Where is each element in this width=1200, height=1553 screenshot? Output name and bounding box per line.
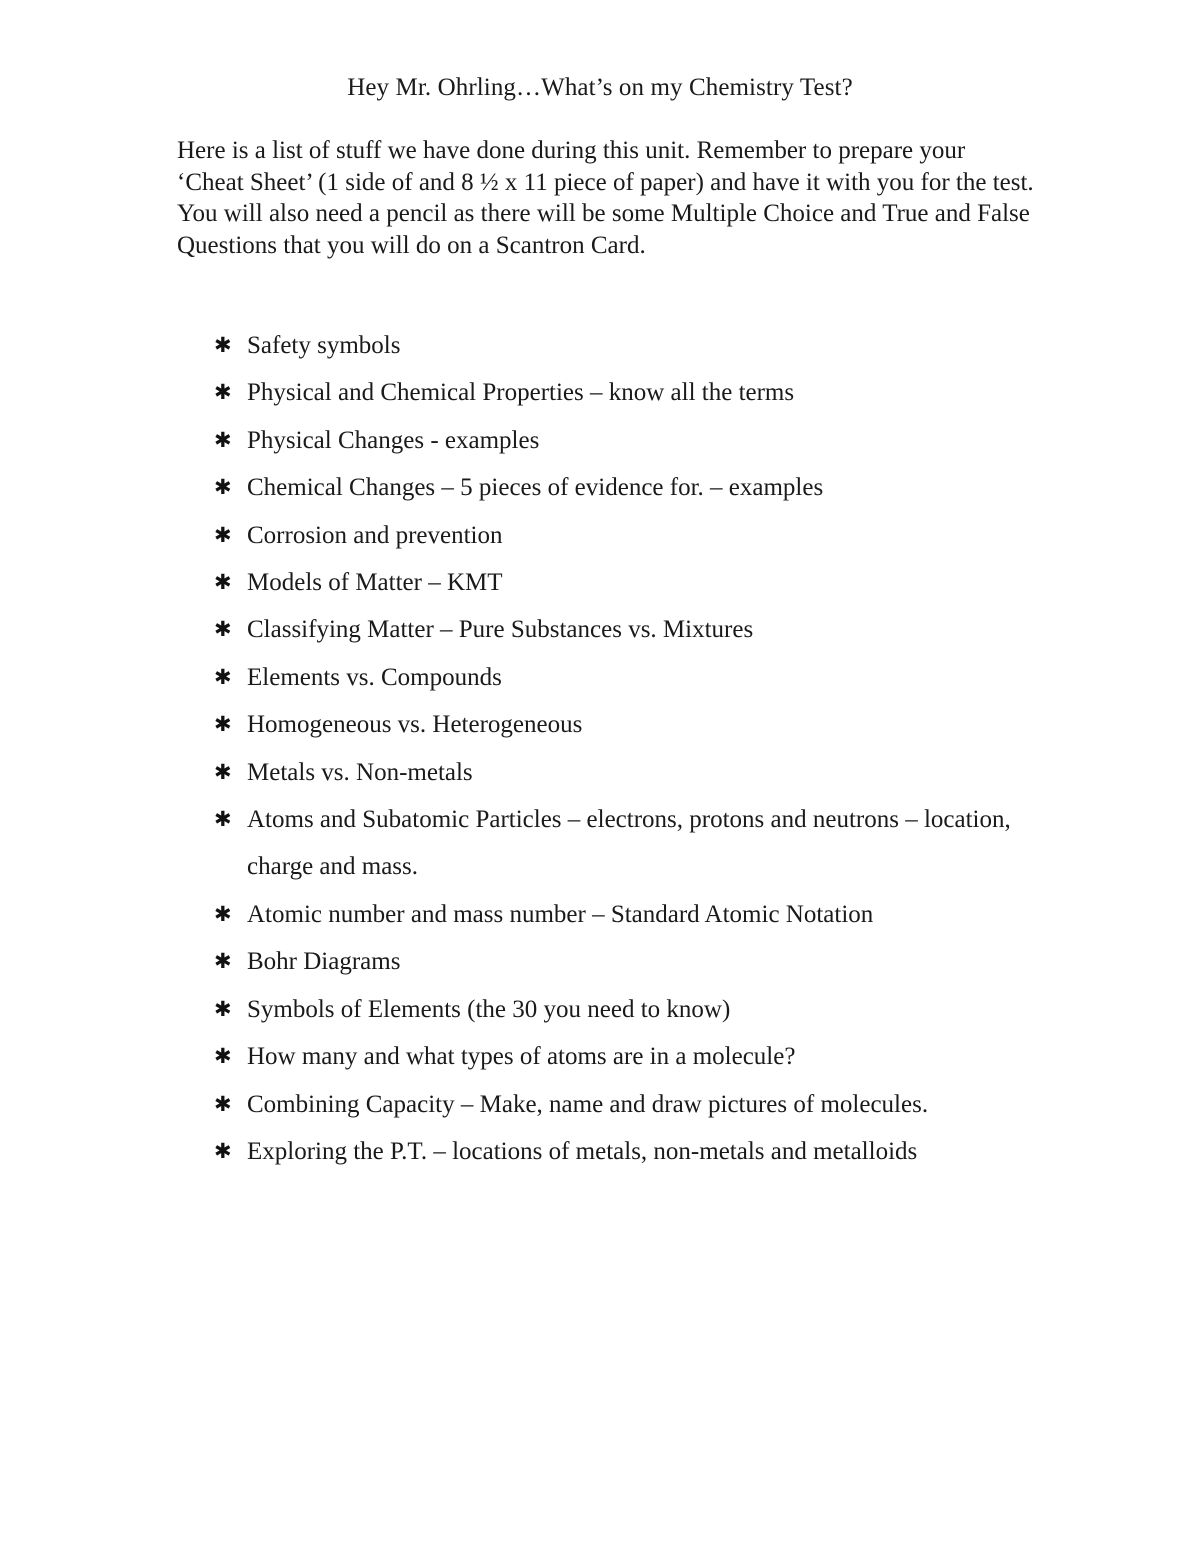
asterisk-bullet-icon: ✱ [214,712,232,737]
list-item [214,1128,1034,1175]
list-item [214,701,1034,748]
asterisk-bullet-icon: ✱ [214,664,232,689]
asterisk-bullet-icon: ✱ [214,949,232,974]
asterisk-bullet-icon: ✱ [214,380,232,405]
intro-paragraph-2: You will also need a pencil as there will be some Multiple Choice and True and False Questions that you will do on a Scantron Card. [177,200,1030,259]
asterisk-bullet-icon: ✱ [214,570,232,595]
list-item-text: Chemical Changes – 5 pieces of evidence for. – examples [247,474,824,502]
asterisk-bullet-icon: ✱ [214,333,232,357]
asterisk-bullet-icon: ✱ [214,1138,232,1163]
list-item [214,1081,1034,1128]
asterisk-bullet-icon: ✱ [214,759,232,784]
asterisk-bullet-icon: ✱ [214,617,232,642]
list-item [214,606,1034,653]
list-item-text: Homogeneous vs. Heterogeneous [247,711,583,739]
list-item [214,749,1034,796]
asterisk-bullet-icon: ✱ [214,475,232,500]
list-item-text: Atoms and Subatomic Particles – electrons, protons and neutrons – location, charge and mass. [247,806,1011,881]
list-item-text: How many and what types of atoms are in a molecule? [247,1043,796,1071]
list-item [214,464,1034,511]
list-item-text: Metals vs. Non-metals [247,758,473,786]
list-item [214,1033,1034,1080]
list-item-text: Elements vs. Compounds [247,663,502,691]
asterisk-bullet-icon: ✱ [214,996,232,1021]
list-item [214,986,1034,1033]
list-item [214,512,1034,559]
asterisk-bullet-icon: ✱ [214,1044,232,1069]
list-item [214,559,1034,606]
list-item [214,654,1034,701]
list-item-text: Physical Changes - examples [247,426,540,454]
list-item [214,417,1034,464]
list-item [214,369,1034,416]
list-item-text: Atomic number and mass number – Standard Atomic Notation [247,900,874,928]
list-item-text: Safety symbols [247,332,401,359]
list-item-text: Combining Capacity – Make, name and draw pictures of molecules. [247,1090,929,1118]
list-item-text: Exploring the P.T. – locations of metals, non-metals and metalloids [247,1137,918,1165]
asterisk-bullet-icon: ✱ [214,901,232,926]
list-item-text: Physical and Chemical Properties – know all the terms [247,379,795,407]
asterisk-bullet-icon: ✱ [214,427,232,452]
document-title: Hey Mr. Ohrling…What’s on my Chemistry Test? [347,74,853,101]
asterisk-bullet-icon: ✱ [214,807,232,832]
intro-paragraph-1: Here is a list of stuff we have done during this unit. Remember to prepare your ‘Cheat Sheet’ (1 side of and 8 ½ x 11 piece of paper) and have it with you for the test. [177,137,1034,196]
list-item-text: Bohr Diagrams [247,948,401,976]
list-item-text: Corrosion and prevention [247,521,503,549]
list-item [214,938,1034,985]
list-item-text: Models of Matter – KMT [247,569,503,597]
intro-text [177,135,1037,261]
asterisk-bullet-icon: ✱ [214,522,232,547]
list-item [214,322,1034,369]
list-item-text: Symbols of Elements (the 30 you need to know) [247,995,731,1023]
list-item-text: Classifying Matter – Pure Substances vs. Mixtures [247,616,754,644]
topic-list [214,322,1034,1175]
list-item [214,796,1034,891]
list-item [214,891,1034,938]
asterisk-bullet-icon: ✱ [214,1091,232,1116]
